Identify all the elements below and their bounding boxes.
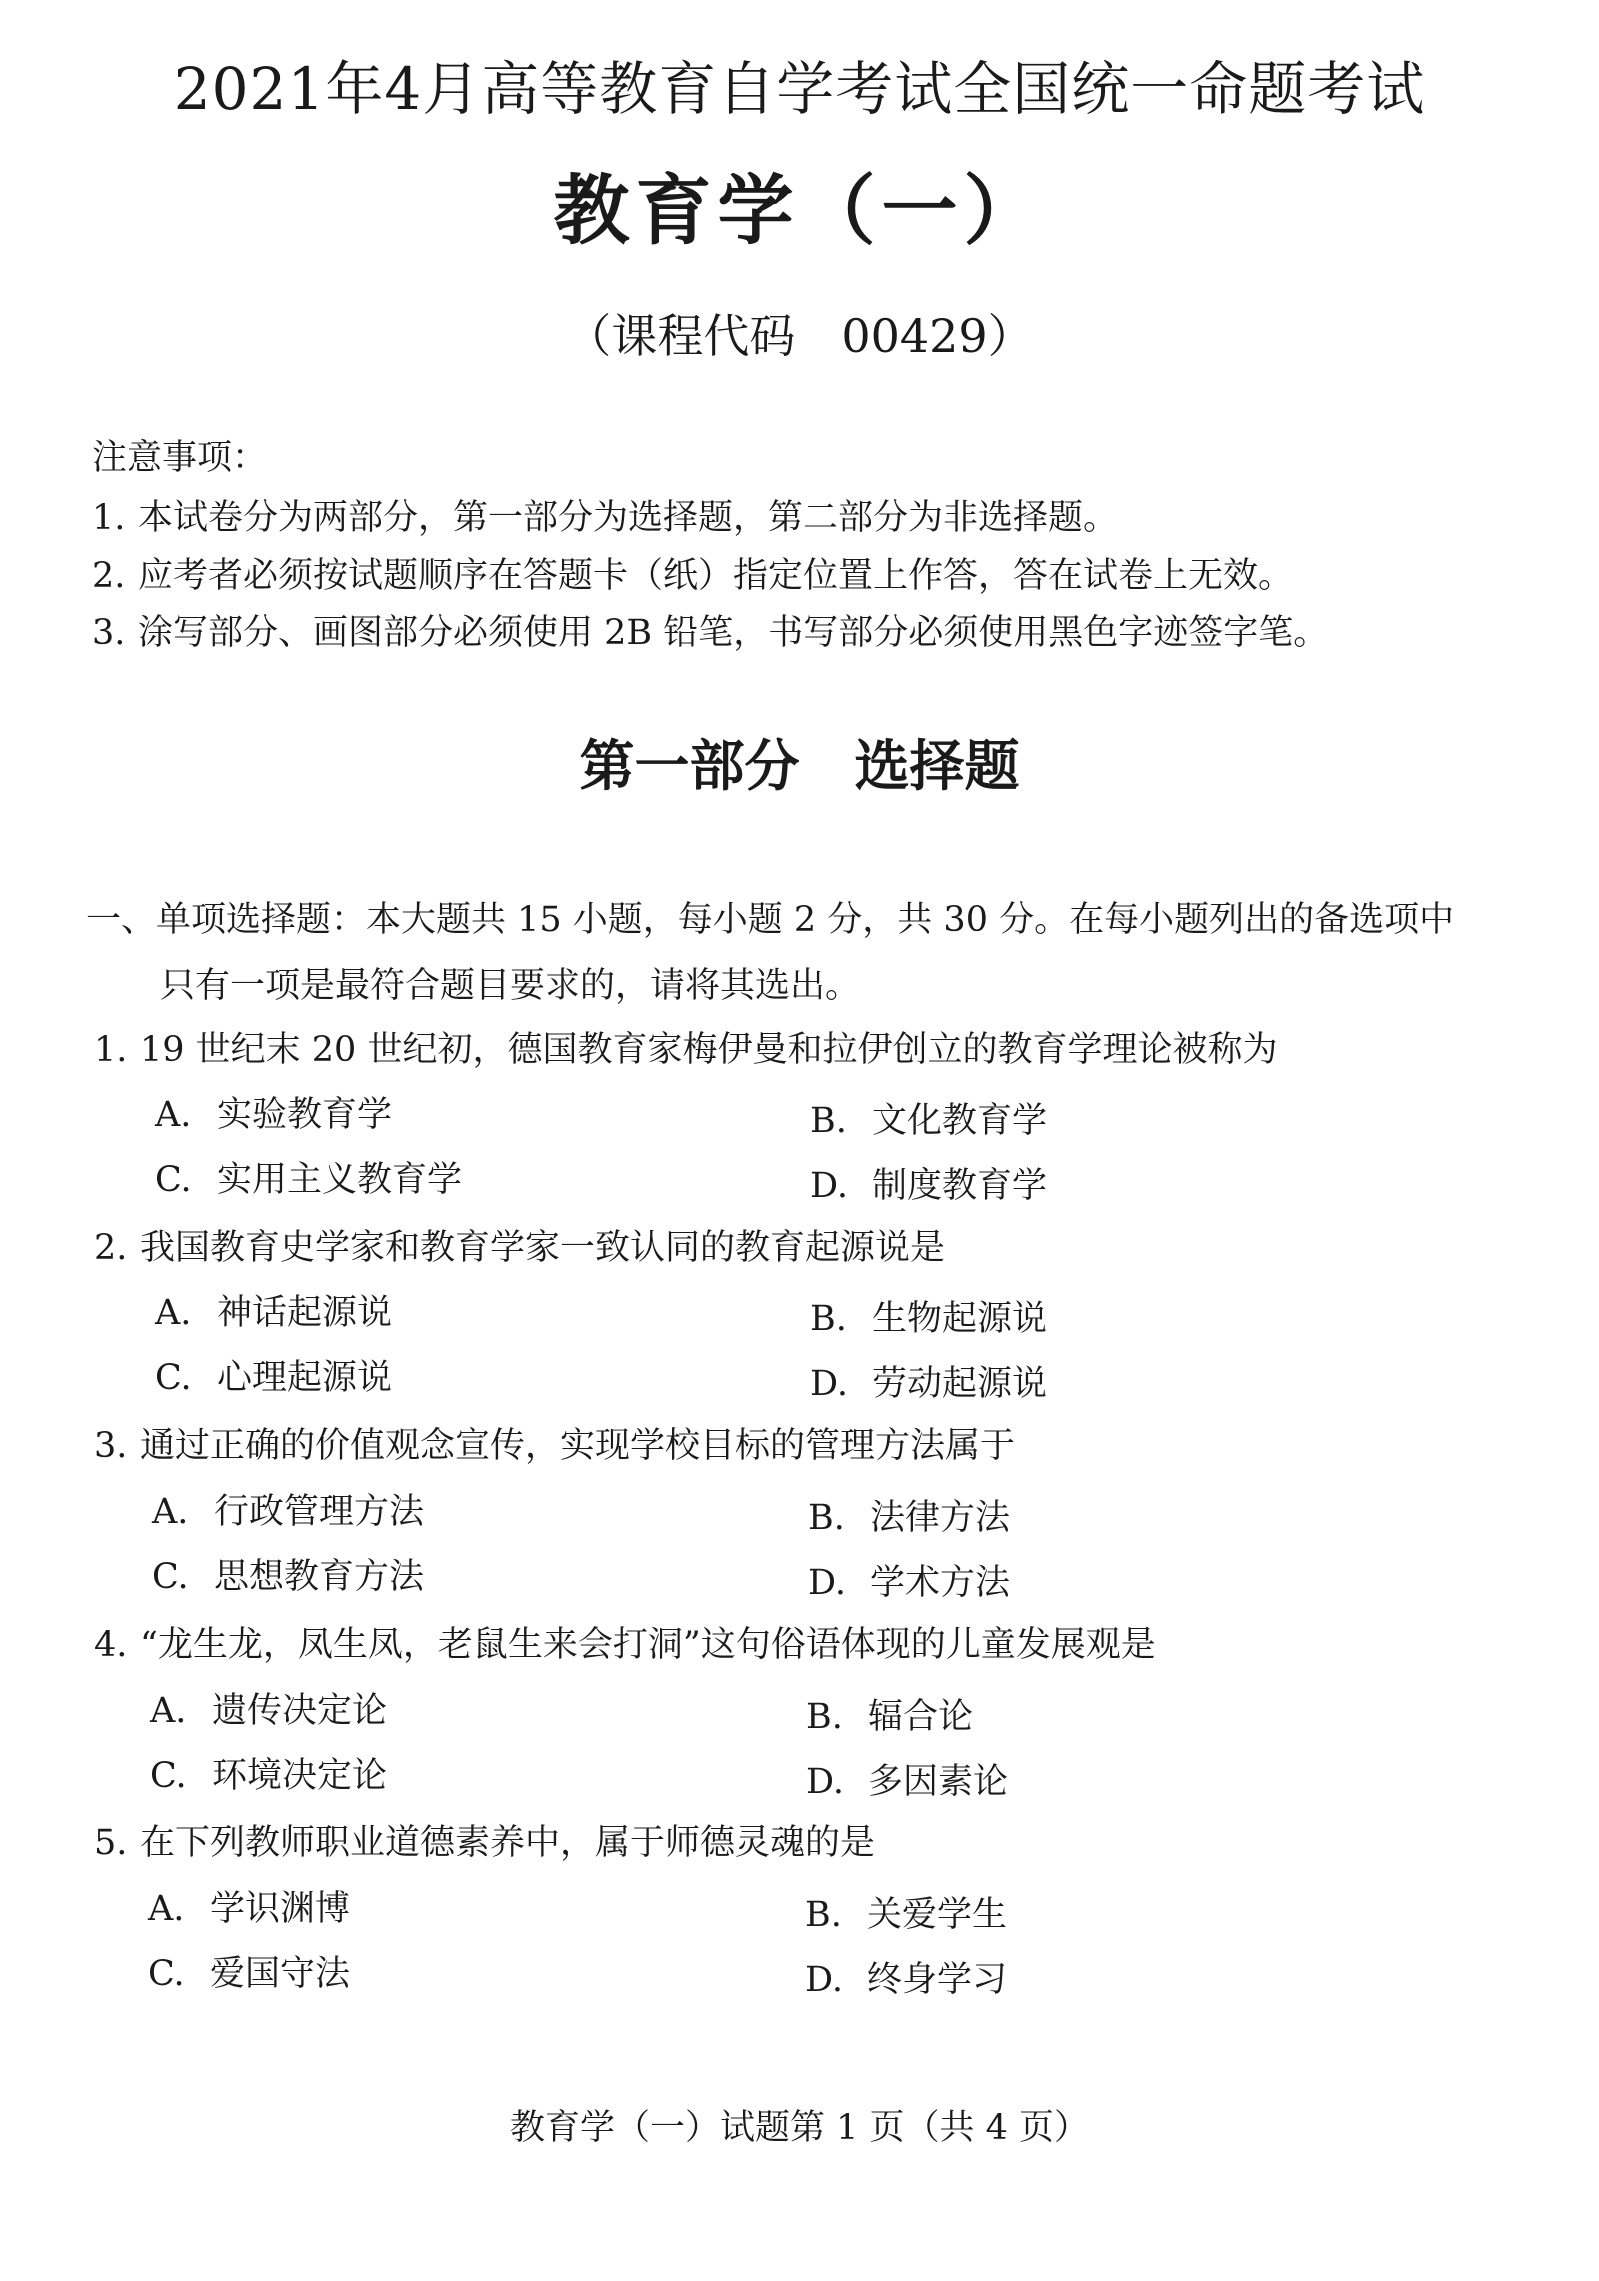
subject-title: 教育学（一） [553, 166, 1046, 255]
question-stem [94, 1815, 875, 1865]
option-d: D. 制度教育学 [810, 1166, 1048, 1206]
option-a: A. 遗传决定论 [150, 1691, 388, 1731]
question-text: 我国教育史学家和教育学家一致认同的教育起源说是 [140, 1228, 946, 1268]
note-item [92, 605, 1328, 655]
option-a: A. 神话起源说 [155, 1293, 393, 1333]
course-code: （课程代码 00429） [565, 309, 1034, 363]
question-number: 1. [94, 1030, 128, 1070]
option-a: A. 学识渊博 [148, 1889, 351, 1929]
option-b: B. 生物起源说 [810, 1299, 1048, 1339]
note-item [92, 490, 1118, 540]
question-text: “龙生龙，凤生凤，老鼠生来会打洞”这句俗语体现的儿童发展观是 [140, 1625, 1156, 1665]
option-c: C. 心理起源说 [155, 1358, 393, 1398]
exam-title: 2021年4月高等教育自学考试全国统一命题考试 [173, 55, 1426, 123]
option-c: C. 思想教育方法 [152, 1557, 425, 1597]
option-a: A. 行政管理方法 [152, 1492, 425, 1532]
question-stem [94, 1617, 1156, 1667]
option-d: D. 学术方法 [808, 1563, 1011, 1603]
option-c: C. 环境决定论 [150, 1756, 388, 1796]
note-number: 2. [92, 556, 126, 596]
question-text: 在下列教师职业道德素养中，属于师德灵魂的是 [140, 1823, 876, 1863]
question-number: 3. [94, 1426, 128, 1466]
option-b: B. 文化教育学 [810, 1101, 1048, 1141]
question-number: 5. [94, 1823, 128, 1863]
option-d: D. 多因素论 [806, 1762, 1009, 1802]
note-text: 本试卷分为两部分，第一部分为选择题，第二部分为非选择题。 [138, 498, 1119, 538]
question-stem [94, 1022, 1277, 1072]
section-instruction-cont: 只有一项是最符合题目要求的，请将其选出。 [160, 966, 861, 1006]
question-text: 通过正确的价值观念宣传，实现学校目标的管理方法属于 [140, 1426, 1016, 1466]
question-stem [94, 1418, 1015, 1468]
option-b: B. 法律方法 [808, 1498, 1011, 1538]
note-text: 涂写部分、画图部分必须使用 2B 铅笔，书写部分必须使用黑色字迹签字笔。 [138, 613, 1329, 653]
question-number: 2. [94, 1228, 128, 1268]
option-c: C. 实用主义教育学 [155, 1160, 463, 1200]
question-text: 19 世纪末 20 世纪初，德国教育家梅伊曼和拉伊创立的教育学理论被称为 [140, 1030, 1278, 1070]
question-number: 4. [94, 1625, 128, 1665]
note-text: 应考者必须按试题顺序在答题卡（纸）指定位置上作答，答在试卷上无效。 [138, 556, 1294, 596]
section-instruction: 一、单项选择题：本大题共 15 小题，每小题 2 分，共 30 分。在每小题列出的备选项中 [86, 900, 1455, 940]
note-item [92, 548, 1293, 598]
option-b: B. 辐合论 [806, 1697, 974, 1737]
note-number: 1. [92, 498, 126, 538]
section-title: 第一部分 选择题 [579, 733, 1020, 798]
option-b: B. 关爱学生 [805, 1895, 1008, 1935]
note-number: 3. [92, 613, 126, 653]
page-footer: 教育学（一）试题第 1 页（共 4 页） [509, 2108, 1090, 2148]
option-a: A. 实验教育学 [155, 1095, 393, 1135]
option-d: D. 终身学习 [805, 1960, 1008, 2000]
option-d: D. 劳动起源说 [810, 1364, 1048, 1404]
question-stem [94, 1220, 945, 1270]
notes-heading: 注意事项： [92, 438, 268, 478]
option-c: C. 爱国守法 [148, 1954, 351, 1994]
